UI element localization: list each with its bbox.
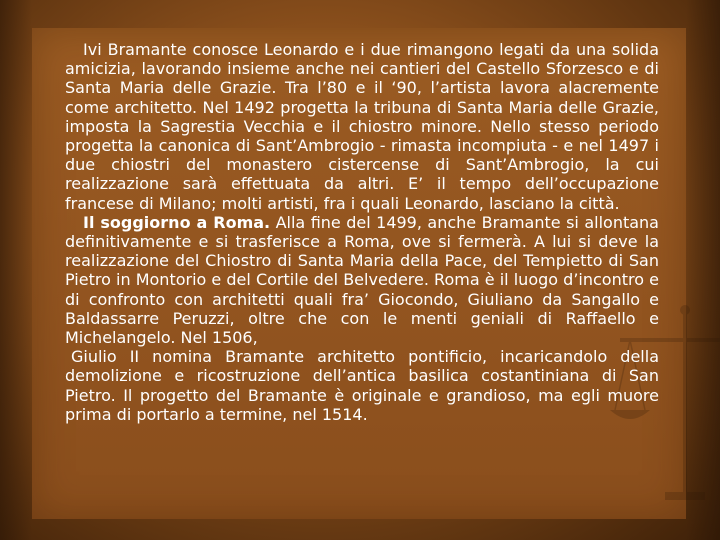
paragraph-text: Ivi Bramante conosce Leonardo e i due rimangono legati da una solida amicizia, lavorando insieme anche nei cantieri del Castello Sforzesco e di Santa Maria delle Grazie. Tra l’80 e il ‘90, l’artista lavora alacremente come architetto. Nel 1492 progetta la tribuna di Santa Maria delle Grazie, imposta la Sagrestia Vecchia e il chiostro minore. Nello stesso periodo progetta la canonica di Sant’Ambrogio - rimasta incompiuta - e nel 1497 i due chiostri del monastero cistercense di Sant’Ambrogio, la cui realizzazione sarà effettuata da altri. E’ il tempo dell’occupazione francese di Milano; molti artisti, fra i quali Leonardo, lasciano la città. <box>65 40 659 213</box>
paragraph-bramante-leonardo <box>65 40 659 213</box>
body-text <box>65 40 659 424</box>
paragraph-text: Giulio II nomina Bramante architetto pontificio, incaricandolo della demolizione e ricostruzione dell’antica basilica costantiniana di San Pietro. Il progetto del Bramante è originale e grandioso, ma egli muore prima di portarlo a termine, nel 1514. <box>65 347 659 424</box>
left-border-shade <box>0 0 32 540</box>
paragraph-text: Alla fine del 1499, anche Bramante si allontana definitivamente e si trasferisce a Roma, ove si fermerà. A lui si deve la realizzazione del Chiostro di Santa Maria della Pace, del Tempietto di San Pietro in Montorio e del Cortile del Belvedere. Roma è il luogo d’incontro e di confronto con architetti quali fra’ Giocondo, Giuliano da Sangallo e Baldassarre Peruzzi, oltre che con le menti geniali di Raffaello e Michelangelo. Nel 1506, <box>65 212 659 348</box>
section-heading: Il soggiorno a Roma. <box>83 212 271 232</box>
paragraph-giulio-ii <box>65 347 659 424</box>
paragraph-soggiorno-roma <box>65 213 659 347</box>
